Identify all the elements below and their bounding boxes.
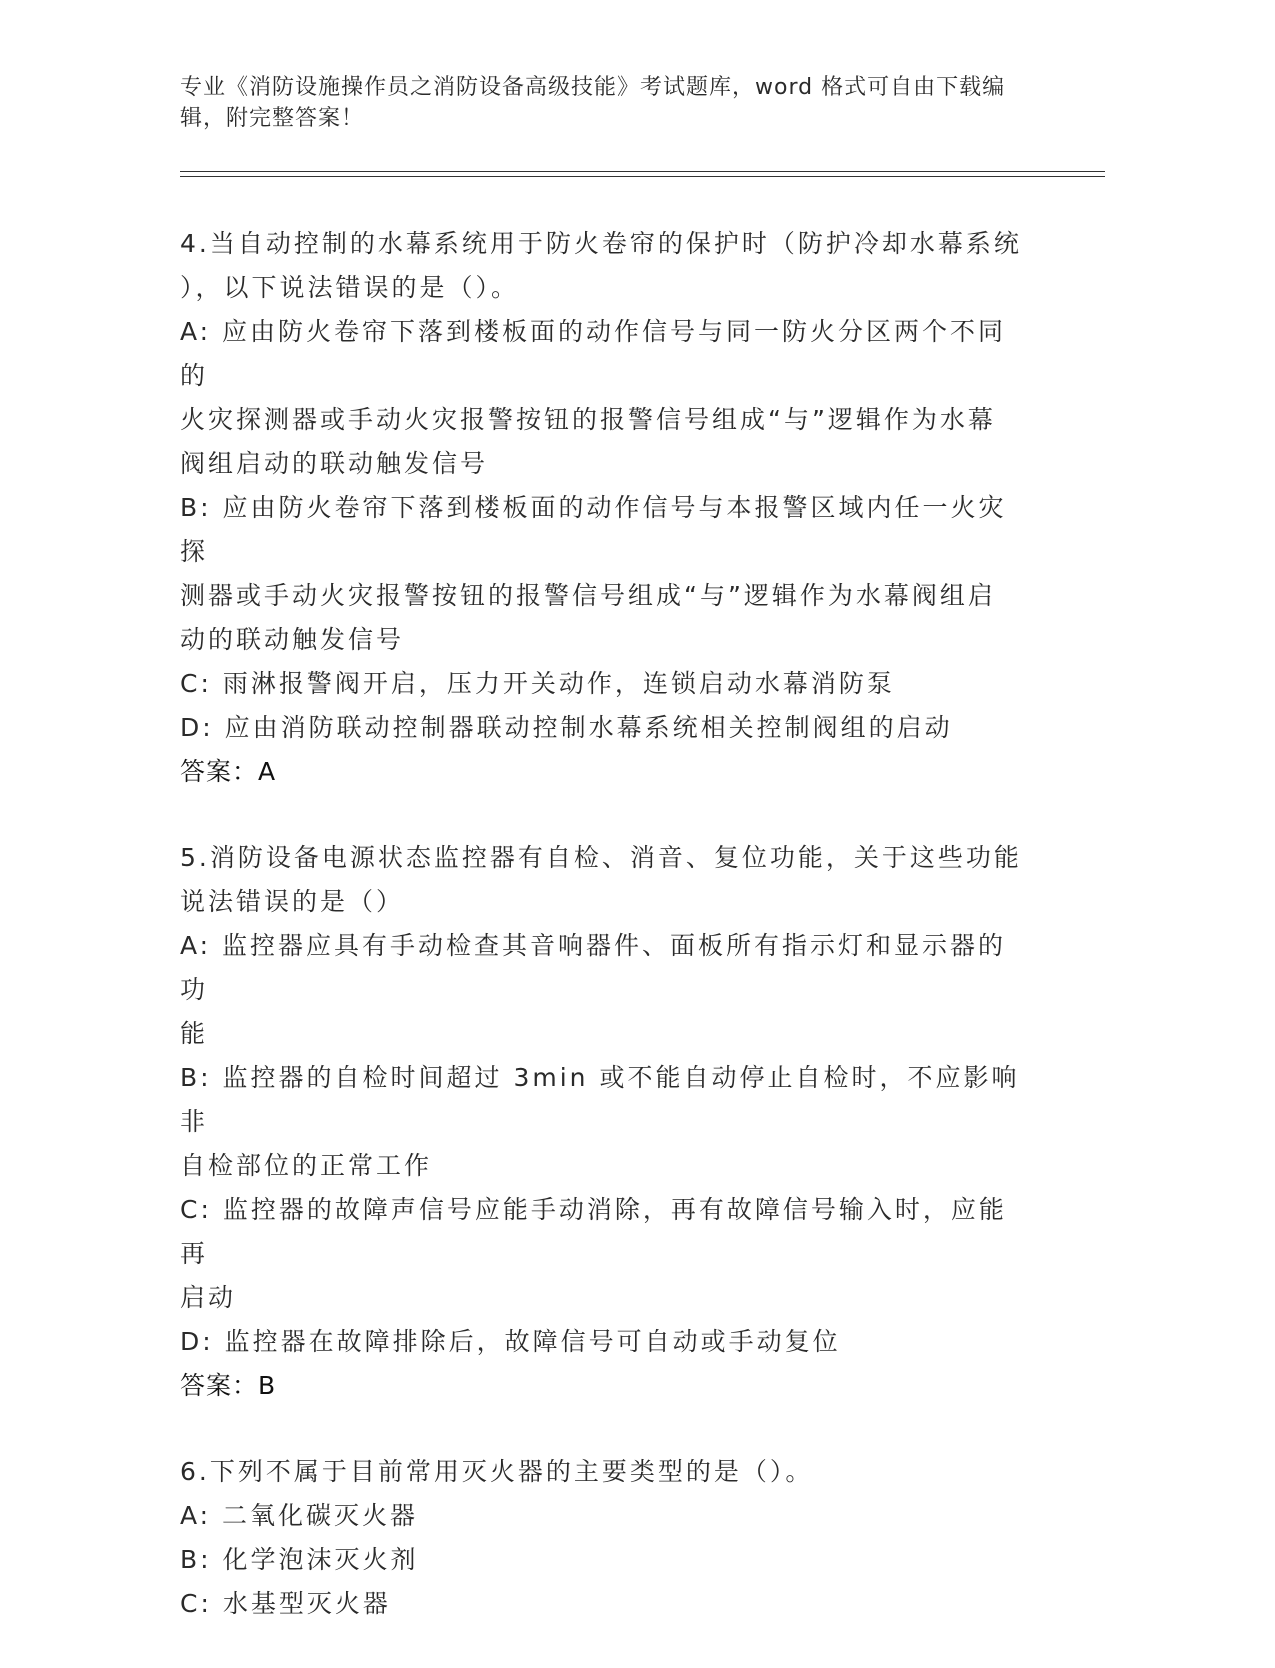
option-line: A: 应由防火卷帘下落到楼板面的动作信号与同一防火分区两个不同的 (180, 317, 1007, 390)
option-line: 自检部位的正常工作 (180, 1151, 433, 1180)
option-line: C: 水基型灭火器 (180, 1589, 391, 1618)
option-a (180, 1494, 1030, 1538)
document-header (180, 72, 1030, 134)
question-stem-line: 4.当自动控制的水幕系统用于防火卷帘的保护时（防护冷却水幕系统 (180, 229, 1022, 258)
option-line: 测器或手动火灾报警按钮的报警信号组成“与”逻辑作为水幕阀组启 (180, 581, 996, 610)
option-a (180, 924, 1030, 1056)
option-c (180, 1582, 1030, 1626)
option-line: B: 化学泡沫灭火剂 (180, 1545, 419, 1574)
option-b (180, 1538, 1030, 1582)
question-list (180, 222, 1030, 1668)
question-5 (180, 836, 1030, 1408)
option-line: 启动 (180, 1283, 237, 1312)
option-line: 动的联动触发信号 (180, 625, 405, 654)
option-line: 阀组启动的联动触发信号 (180, 449, 489, 478)
answer-label: 答案：B (180, 1371, 277, 1400)
option-line: B: 应由防火卷帘下落到楼板面的动作信号与本报警区域内任一火灾探 (180, 493, 1007, 566)
option-c (180, 1188, 1030, 1320)
option-line: A: 二氧化碳灭火器 (180, 1501, 419, 1530)
option-a (180, 310, 1030, 486)
option-line: 能 (180, 1019, 209, 1048)
option-line: B: 监控器的自检时间超过 3min 或不能自动停止自检时，不应影响非 (180, 1063, 1020, 1136)
option-d (180, 1320, 1030, 1364)
option-line: 火灾探测器或手动火灾报警按钮的报警信号组成“与”逻辑作为水幕 (180, 405, 996, 434)
option-b (180, 1056, 1030, 1188)
answer-label: 答案：A (180, 757, 277, 786)
question-stem-line: 6.下列不属于目前常用灭火器的主要类型的是（）。 (180, 1457, 814, 1486)
question-stem-line: 5.消防设备电源状态监控器有自检、消音、复位功能，关于这些功能 (180, 843, 1022, 872)
option-line: C: 雨淋报警阀开启，压力开关动作，连锁启动水幕消防泵 (180, 669, 895, 698)
question-stem-line: ），以下说法错误的是（）。 (180, 273, 520, 302)
header-line-2: 辑，附完整答案！ (180, 106, 365, 131)
header-line-1: 专业《消防设施操作员之消防设备高级技能》考试题库，word 格式可自由下载编 (180, 75, 1006, 100)
option-line: D: 监控器在故障排除后，故障信号可自动或手动复位 (180, 1327, 841, 1356)
option-c (180, 662, 1030, 706)
option-d (180, 706, 1030, 750)
header-divider-bottom (180, 176, 1105, 177)
header-divider-top (180, 171, 1105, 172)
question-6 (180, 1450, 1030, 1626)
option-line: C: 监控器的故障声信号应能手动消除，再有故障信号输入时，应能再 (180, 1195, 1007, 1268)
option-line: A: 监控器应具有手动检查其音响器件、面板所有指示灯和显示器的功 (180, 931, 1007, 1004)
question-stem-line: 说法错误的是（） (180, 887, 405, 916)
option-b (180, 486, 1030, 662)
option-line: D: 应由消防联动控制器联动控制水幕系统相关控制阀组的启动 (180, 713, 953, 742)
question-4 (180, 222, 1030, 794)
